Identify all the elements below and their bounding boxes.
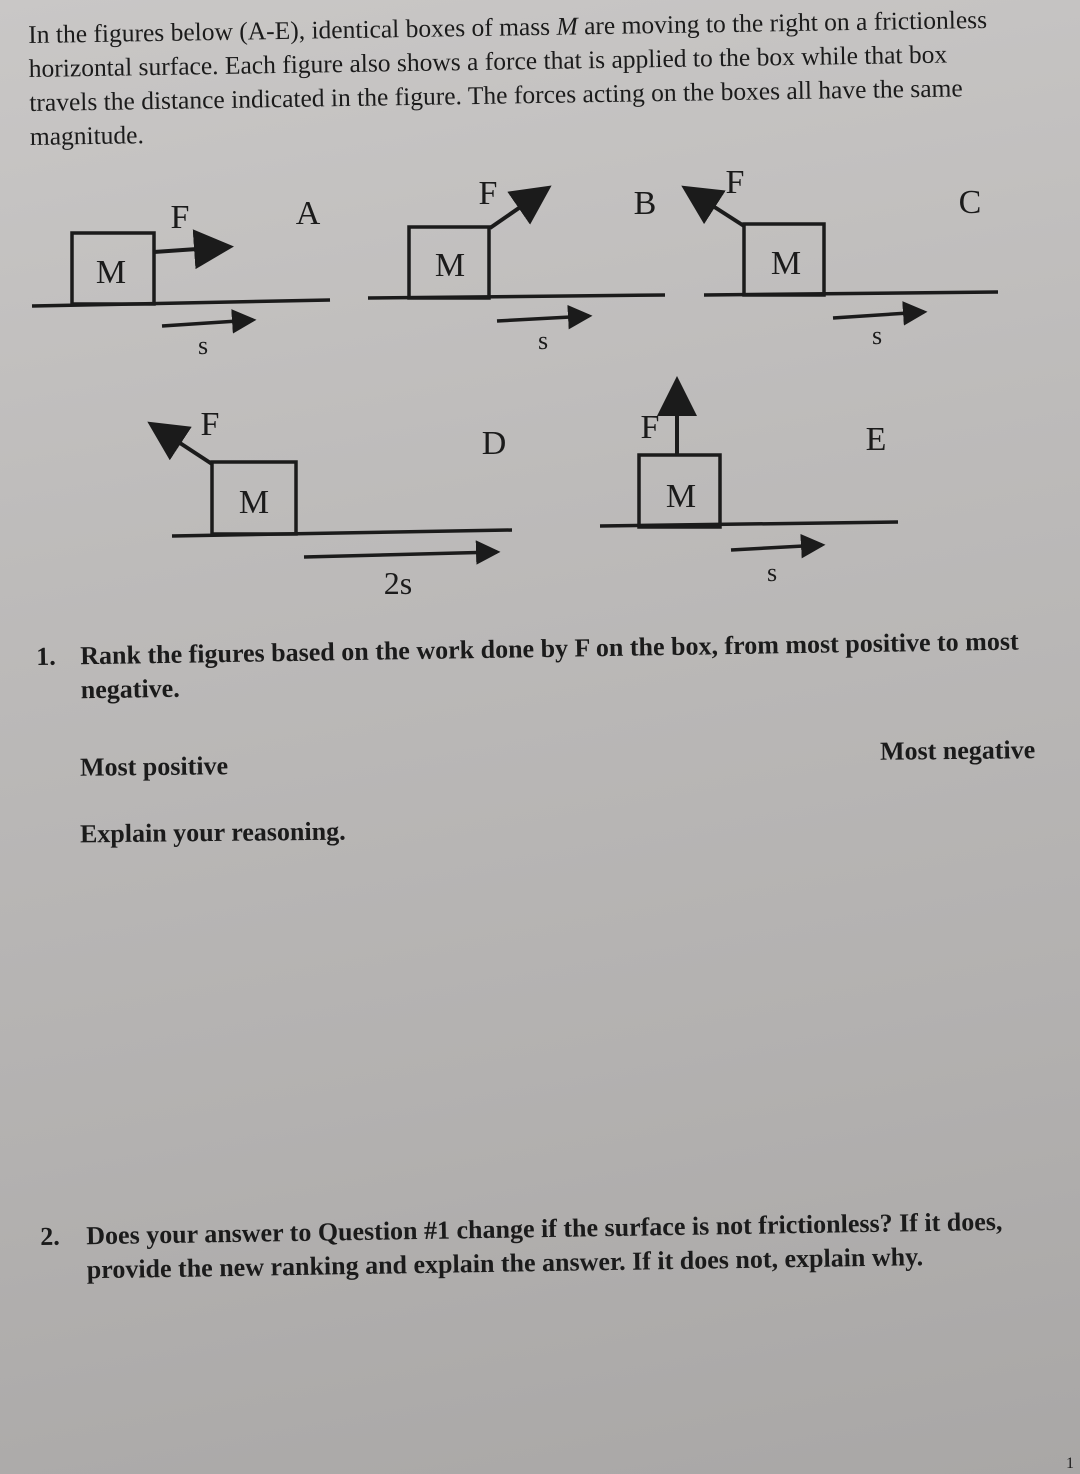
figure-e [600,384,898,587]
figures-diagram [0,0,1080,620]
figure-b-mass-label: M [434,247,466,284]
figure-c-distance-label: s [871,321,883,350]
figure-e-distance-label: s [766,558,778,587]
question-2-number: 2. [40,1221,60,1251]
figure-a-distance-arrow [162,320,253,326]
figure-d-distance-label: 2s [383,565,413,601]
figure-a-distance-label: s [197,331,209,360]
figure-c-mass-label: M [770,245,802,282]
figure-e-force-label: F [640,409,660,446]
figure-d-letter: D [481,425,507,462]
explain-reasoning-label: Explain your reasoning. [79,816,346,849]
figure-b-distance-label: s [537,326,549,355]
intro-text-1: In the figures below (A-E), identical boxes of mass [28,11,557,49]
figure-b-letter: B [633,185,657,222]
figure-d-distance-arrow [304,552,497,557]
intro-text-2: are moving to the right on a frictionless horizontal surface. Each figure also shows a force that is applied to the box while that box travels the distance indicated in the figure. The forces acting on the boxes all have the same magnitude. [28,4,988,151]
figure-a-force-label: F [170,199,190,236]
figure-b-distance-arrow [497,316,589,321]
figure-e-letter: E [865,421,887,458]
figure-c-distance-arrow [833,312,924,318]
intro-mass-symbol: M [556,11,578,41]
figure-b [368,175,665,355]
figure-c-force-label: F [725,164,745,201]
question-1 [36,624,1037,708]
figure-e-distance-arrow [731,545,822,550]
question-2-text: Does your answer to Question #1 change if the surface is not frictionless? If it does, provide the new ranking and explain the answer. If it does not, explain why. [86,1206,1003,1285]
figure-d-force-label: F [200,406,220,443]
figure-b-force-label: F [478,175,498,212]
figure-a-letter: A [295,195,321,232]
figure-b-force-arrow [490,190,545,228]
figure-a-mass-label: M [95,254,127,291]
most-positive-label: Most positive [79,751,229,782]
figure-c-letter: C [958,184,982,221]
question-2 [40,1204,1071,1288]
figure-d-mass-label: M [238,484,270,521]
figure-a-force-arrow [154,247,226,252]
figure-a [32,195,330,360]
question-1-text: Rank the figures based on the work done by F on the box, from most positive to most negative. [80,626,1019,705]
figure-e-mass-label: M [665,478,697,515]
most-negative-label: Most negative [879,735,1036,766]
page-number-mark: 1 [1066,1455,1074,1472]
figure-c [688,164,998,350]
question-1-number: 1. [36,641,56,671]
figure-d [154,406,512,601]
